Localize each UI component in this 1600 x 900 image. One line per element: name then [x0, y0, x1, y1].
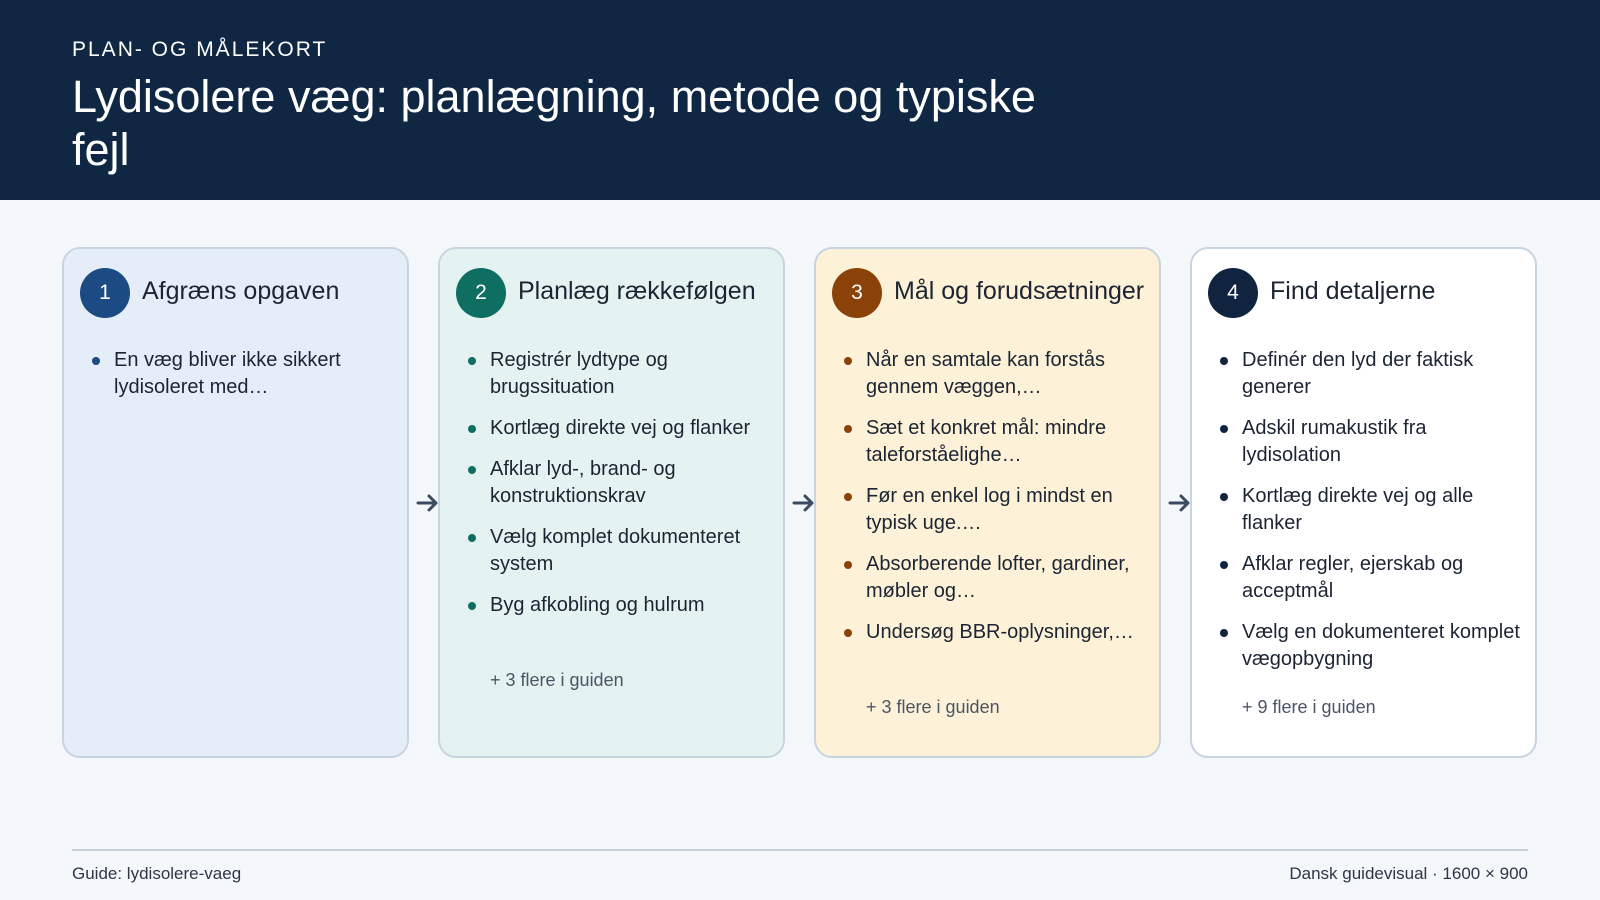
- list-item: [466, 524, 773, 578]
- list-item: [1218, 415, 1525, 469]
- arrow-right-icon: [415, 490, 441, 516]
- list-item: [842, 483, 1149, 537]
- list-item-text: Afklar regler, ejerskab og acceptmål: [1242, 553, 1464, 602]
- list-item: [842, 551, 1149, 605]
- more-in-guide-label: + 3 flere i guiden: [866, 697, 1000, 717]
- arrow-right-icon: [791, 490, 817, 516]
- list-item-text: Kortlæg direkte vej og alle flanker: [1242, 485, 1474, 534]
- bullet-dot-icon: [468, 357, 476, 365]
- step-card: [814, 247, 1161, 758]
- eyebrow-label: PLAN- OG MÅLEKORT: [72, 38, 328, 61]
- list-item-text: Sæt et konkret mål: mindre taleforståelighe…: [866, 417, 1107, 466]
- bullet-dot-icon: [1220, 629, 1228, 637]
- step-card: [438, 247, 785, 758]
- list-item: [842, 619, 1149, 646]
- list-item: [90, 347, 397, 401]
- step-number-badge: 4: [1208, 268, 1258, 318]
- step-item-list: [90, 347, 397, 415]
- list-item: [1218, 619, 1525, 673]
- bullet-dot-icon: [1220, 561, 1228, 569]
- footer-divider: [72, 849, 1528, 851]
- step-number-badge: 2: [456, 268, 506, 318]
- footer-guide-label: Guide: lydisolere-vaeg: [72, 864, 242, 883]
- list-item-text: Afklar lyd-, brand- og konstruktionskrav: [490, 458, 676, 507]
- list-item: [842, 347, 1149, 401]
- list-item-text: Definér den lyd der faktisk generer: [1242, 349, 1474, 398]
- list-item-text: Undersøg BBR-oplysninger,…: [866, 621, 1134, 643]
- list-item: [1218, 483, 1525, 537]
- list-item-text: Absorberende lofter, gardiner, møbler og…: [866, 553, 1130, 602]
- step-number-badge: 1: [80, 268, 130, 318]
- list-item-text: Vælg en dokumenteret komplet vægopbygning: [1242, 621, 1520, 670]
- bullet-dot-icon: [1220, 357, 1228, 365]
- list-item: [466, 592, 773, 619]
- bullet-dot-icon: [92, 357, 100, 365]
- step-card: [1190, 247, 1537, 758]
- step-title: Mål og forudsætninger: [894, 277, 1145, 305]
- list-item: [1218, 347, 1525, 401]
- step-title: Find detaljerne: [1270, 277, 1436, 305]
- list-item: [466, 456, 773, 510]
- list-item: [466, 347, 773, 401]
- step-title: Planlæg rækkefølgen: [518, 277, 756, 305]
- list-item: [466, 415, 773, 442]
- arrow-right-icon: [1167, 490, 1193, 516]
- bullet-dot-icon: [844, 629, 852, 637]
- bullet-dot-icon: [844, 493, 852, 501]
- step-item-list: [842, 347, 1149, 660]
- more-in-guide-label: + 9 flere i guiden: [1242, 697, 1376, 717]
- bullet-dot-icon: [468, 602, 476, 610]
- step-item-list: [1218, 347, 1525, 687]
- list-item-text: Når en samtale kan forstås gennem væggen,…: [866, 349, 1105, 398]
- list-item-text: Registrér lydtype og brugssituation: [490, 349, 668, 398]
- step-title: Afgræns opgaven: [142, 277, 340, 305]
- list-item-text: Adskil rumakustik fra lydisolation: [1242, 417, 1427, 466]
- step-card: [62, 247, 409, 758]
- list-item: [842, 415, 1149, 469]
- page-title: Lydisolere væg: planlægning, metode og typiske fejl: [72, 71, 1036, 175]
- header-banner: [0, 0, 1600, 200]
- step-number-badge: 3: [832, 268, 882, 318]
- footer-meta-label: Dansk guidevisual · 1600 × 900: [1289, 864, 1528, 883]
- bullet-dot-icon: [1220, 493, 1228, 501]
- list-item: [1218, 551, 1525, 605]
- list-item-text: En væg bliver ikke sikkert lydisoleret med…: [114, 349, 341, 398]
- step-item-list: [466, 347, 773, 633]
- bullet-dot-icon: [1220, 425, 1228, 433]
- list-item-text: Kortlæg direkte vej og flanker: [490, 417, 751, 439]
- list-item-text: Vælg komplet dokumenteret system: [490, 526, 741, 575]
- bullet-dot-icon: [468, 466, 476, 474]
- bullet-dot-icon: [844, 357, 852, 365]
- list-item-text: Før en enkel log i mindst en typisk uge.…: [866, 485, 1113, 534]
- list-item-text: Byg afkobling og hulrum: [490, 594, 705, 616]
- bullet-dot-icon: [468, 534, 476, 542]
- bullet-dot-icon: [468, 425, 476, 433]
- bullet-dot-icon: [844, 561, 852, 569]
- bullet-dot-icon: [844, 425, 852, 433]
- more-in-guide-label: + 3 flere i guiden: [490, 670, 624, 690]
